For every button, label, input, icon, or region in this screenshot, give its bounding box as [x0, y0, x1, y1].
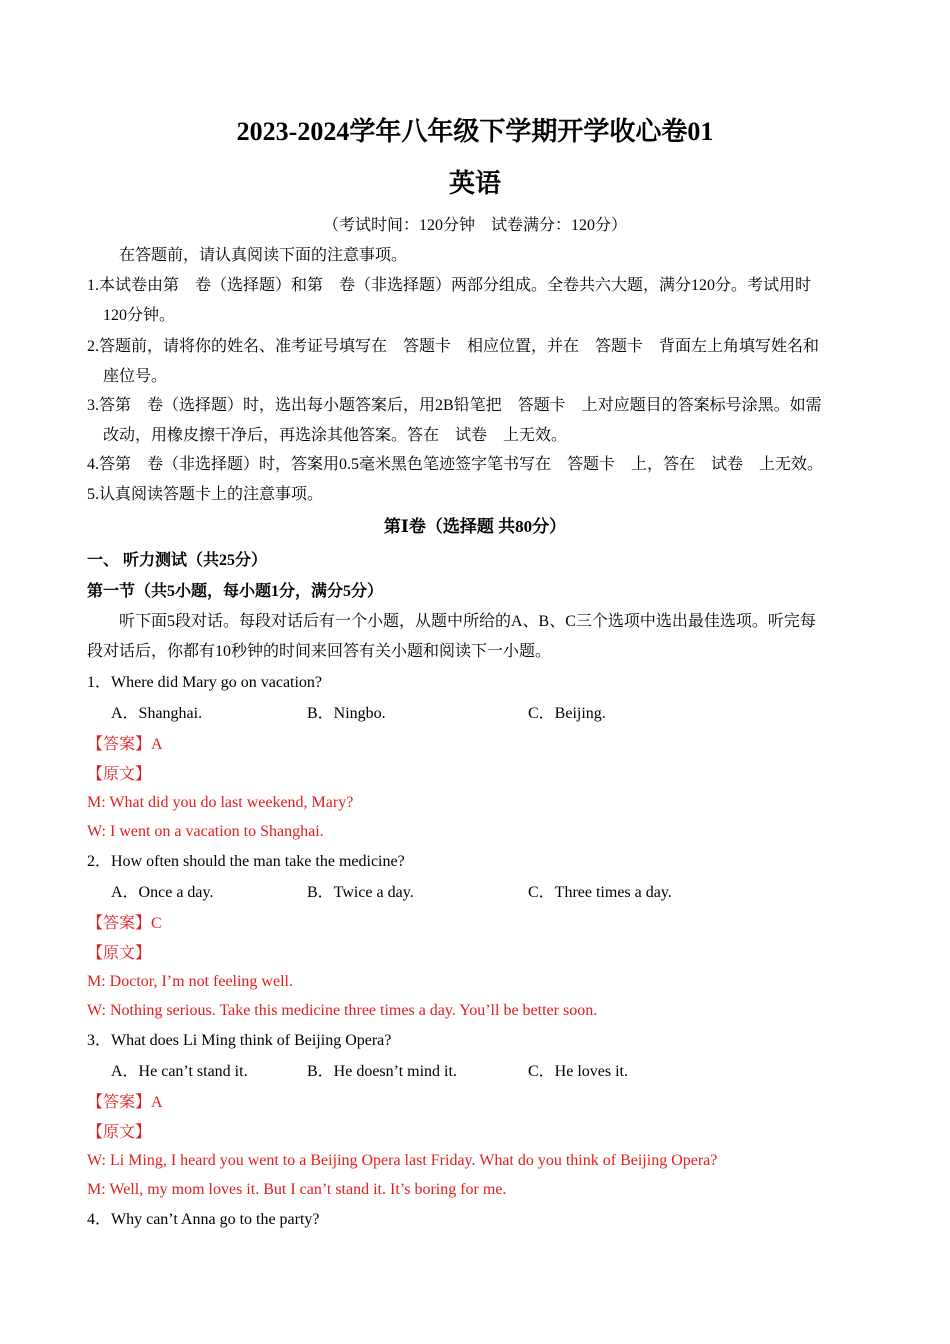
part-title: 第Ⅰ卷（选择题 共80分） [383, 517, 567, 536]
question-stem: 3．What does Li Ming think of Beijing Opera? [87, 1032, 392, 1049]
option-b: B．He doesn’t mind it. [307, 1063, 457, 1080]
notice-intro: 在答题前，请认真阅读下面的注意事项。 [119, 247, 408, 264]
question-stem: 1．Where did Mary go on vacation? [87, 674, 323, 691]
transcript-line: W: Li Ming, I heard you went to a Beijing Opera last Friday. What do you think of Beijing Opera? [87, 1152, 718, 1169]
answer-label: 【答案】 [87, 915, 152, 932]
transcript-label: 【原文】 [87, 766, 152, 783]
answer-label: 【答案】 [87, 1094, 152, 1111]
notice-item: 2.答题前，请将你的姓名、准考证号填写在 答题卡 相应位置，并在 答题卡 背面左上角填写姓名和 [87, 338, 820, 355]
notice-item: 3.答第 卷（选择题）时，选出每小题答案后，用2B铅笔把 答题卡 上对应题目的答案标号涂黑。如需 [87, 397, 822, 414]
question-stem: 4．Why can’t Anna go to the party? [87, 1211, 320, 1228]
notice-item-cont: 120分钟。 [103, 307, 176, 324]
transcript-line: M: Doctor, I’m not feeling well. [87, 973, 293, 990]
option-a: A．Shanghai. [111, 705, 203, 722]
notice-item-cont: 座位号。 [103, 368, 168, 385]
answer-value: A [151, 1094, 163, 1111]
notice-item: 1.本试卷由第 卷（选择题）和第 卷（非选择题）两部分组成。全卷共六大题，满分120分。考试用时 [87, 277, 812, 294]
answer-line [87, 914, 162, 934]
notice-item: 5.认真阅读答题卡上的注意事项。 [87, 486, 324, 503]
answer-line [87, 1093, 163, 1113]
option-b: B．Ningbo. [307, 705, 386, 722]
option-c: C．Three times a day. [528, 884, 672, 901]
answer-value: A [151, 736, 163, 753]
option-a: A．He can’t stand it. [111, 1063, 248, 1080]
instructions: 听下面5段对话。每段对话后有一个小题，从题中所给的A、B、C三个选项中选出最佳选项。听完每 [119, 613, 816, 630]
option-c: C．Beijing. [528, 705, 606, 722]
notice-item: 4.答第 卷（非选择题）时，答案用0.5毫米黑色笔迹签字笔书写在 答题卡 上，答在 试卷 上无效。 [87, 456, 824, 473]
notice-item-cont: 改动，用橡皮擦干净后，再选涂其他答案。答在 试卷 上无效。 [103, 427, 568, 444]
option-b: B．Twice a day. [307, 884, 414, 901]
answer-line [87, 735, 163, 755]
page-title: 2023-2024学年八年级下学期开学收心卷01 [236, 117, 714, 146]
transcript-label: 【原文】 [87, 1124, 152, 1141]
subsection-title: 第一节（共5小题，每小题1分，满分5分） [87, 583, 384, 600]
subject-title: 英语 [448, 169, 501, 198]
answer-label: 【答案】 [87, 736, 152, 753]
exam-info: （考试时间：120分钟 试卷满分：120分） [322, 217, 627, 234]
section-title: 一、 听力测试（共25分） [87, 552, 268, 569]
question-stem: 2．How often should the man take the medicine? [87, 853, 405, 870]
transcript-line: M: What did you do last weekend, Mary? [87, 794, 354, 811]
transcript-line: M: Well, my mom loves it. But I can’t stand it. It’s boring for me. [87, 1181, 507, 1198]
instructions-cont: 段对话后，你都有10秒钟的时间来回答有关小题和阅读下一小题。 [87, 643, 552, 660]
transcript-label: 【原文】 [87, 945, 152, 962]
option-c: C．He loves it. [528, 1063, 628, 1080]
answer-value: C [151, 915, 162, 932]
transcript-line: W: I went on a vacation to Shanghai. [87, 823, 324, 840]
option-a: A．Once a day. [111, 884, 214, 901]
transcript-line: W: Nothing serious. Take this medicine three times a day. You’ll be better soon. [87, 1002, 598, 1019]
